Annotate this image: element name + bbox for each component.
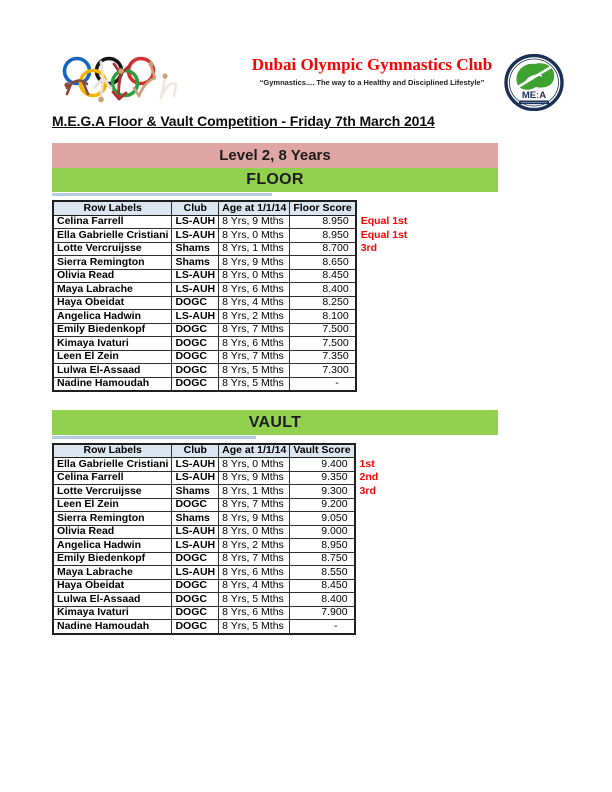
gymnast-name-cell: Emily Biedenkopf — [53, 323, 172, 337]
floor-banner: FLOOR — [52, 168, 498, 192]
table-row — [53, 229, 411, 243]
rank-label — [356, 337, 412, 351]
rank-label: 2nd — [359, 471, 379, 484]
age-cell: 8 Yrs, 2 Mths — [219, 539, 290, 553]
header-row — [53, 201, 411, 215]
age-cell: 8 Yrs, 4 Mths — [219, 579, 290, 593]
score-cell: 9.000 — [290, 525, 355, 539]
score-cell: 8.450 — [290, 269, 356, 283]
gymnast-name-cell: Nadine Hamoudah — [53, 620, 172, 634]
age-cell: 8 Yrs, 7 Mths — [219, 350, 290, 364]
club-tagline: “Gymnastics.... The way to a Healthy and Disciplined Lifestyle” — [259, 78, 485, 87]
age-cell: 8 Yrs, 6 Mths — [219, 283, 290, 297]
rank-label — [355, 606, 383, 620]
mega-club-badge — [504, 54, 564, 111]
age-cell: 8 Yrs, 9 Mths — [219, 471, 290, 485]
decorative-strip — [52, 193, 272, 196]
mega-logo-text: ME:A — [521, 90, 547, 101]
rank-label — [355, 525, 383, 539]
club-cell: LS-AUH — [172, 566, 219, 580]
club-cell: Shams — [172, 242, 219, 256]
col-header-row-labels: Row Labels — [53, 201, 172, 215]
age-cell: 8 Yrs, 1 Mths — [219, 242, 290, 256]
table-row — [53, 269, 411, 283]
club-cell: DOGC — [172, 296, 219, 310]
score-cell: 9.300 — [290, 485, 355, 499]
gymnast-name-cell: Haya Obeidat — [53, 296, 172, 310]
gymnast-name-cell: Nadine Hamoudah — [53, 377, 172, 391]
gymnast-name-cell: Kimaya Ivaturi — [53, 606, 172, 620]
club-cell: DOGC — [172, 377, 219, 391]
score-cell: 8.450 — [290, 579, 355, 593]
club-cell: DOGC — [172, 579, 219, 593]
age-cell: 8 Yrs, 9 Mths — [219, 256, 290, 270]
rank-label — [355, 539, 383, 553]
gymnast-name-cell: Angelica Hadwin — [53, 539, 172, 553]
col-header-age: Age at 1/1/14 — [219, 444, 290, 458]
club-cell: LS-AUH — [172, 310, 219, 324]
age-cell: 8 Yrs, 6 Mths — [219, 337, 290, 351]
table-row — [53, 256, 411, 270]
score-cell: 7.500 — [290, 323, 356, 337]
club-cell: DOGC — [172, 337, 219, 351]
rank-label — [355, 566, 383, 580]
score-cell: 8.950 — [290, 229, 356, 243]
age-cell: 8 Yrs, 5 Mths — [219, 377, 290, 391]
gymnast-name-cell: Haya Obeidat — [53, 579, 172, 593]
club-cell: LS-AUH — [172, 283, 219, 297]
score-cell: 9.200 — [290, 498, 355, 512]
club-cell: DOGC — [172, 498, 219, 512]
rank-label — [356, 296, 412, 310]
age-cell: 8 Yrs, 6 Mths — [219, 566, 290, 580]
gymnast-name-cell: Ella Gabrielle Cristiani — [53, 229, 172, 243]
table-row — [53, 323, 411, 337]
club-cell: Shams — [172, 485, 219, 499]
gymnast-name-cell: Leen El Zein — [53, 350, 172, 364]
gymnast-name-cell: Celina Farrell — [53, 471, 172, 485]
gymnast-name-cell: Kimaya Ivaturi — [53, 337, 172, 351]
page-title: M.E.G.A Floor & Vault Competition - Friday 7th March 2014 — [52, 113, 435, 129]
club-cell: LS-AUH — [172, 458, 219, 472]
club-cell: LS-AUH — [172, 269, 219, 283]
rank-label — [356, 364, 412, 378]
club-cell: LS-AUH — [172, 471, 219, 485]
level-banner: Level 2, 8 Years — [52, 143, 498, 168]
score-cell: 9.400 — [290, 458, 355, 472]
age-cell: 8 Yrs, 0 Mths — [219, 229, 290, 243]
club-cell: DOGC — [172, 552, 219, 566]
gymnast-name-cell: Lotte Vercruijsse — [53, 242, 172, 256]
age-cell: 8 Yrs, 0 Mths — [219, 458, 290, 472]
table-row — [53, 364, 411, 378]
rank-label — [356, 377, 412, 391]
rank-label: 1st — [359, 457, 375, 470]
score-cell: - — [290, 377, 356, 391]
vault-results-table — [52, 443, 383, 635]
table-row — [53, 579, 382, 593]
table-row — [53, 525, 382, 539]
score-cell: 8.400 — [290, 283, 356, 297]
club-cell: Shams — [172, 512, 219, 526]
age-cell: 8 Yrs, 9 Mths — [219, 512, 290, 526]
score-cell: 7.300 — [290, 364, 356, 378]
age-cell: 8 Yrs, 1 Mths — [219, 485, 290, 499]
table-row — [53, 620, 382, 634]
age-cell: 8 Yrs, 7 Mths — [219, 498, 290, 512]
rank-label: Equal 1st — [360, 215, 408, 228]
score-cell: 8.550 — [290, 566, 355, 580]
club-cell: DOGC — [172, 364, 219, 378]
gymnast-name-cell: Olivia Read — [53, 269, 172, 283]
age-cell: 8 Yrs, 7 Mths — [219, 552, 290, 566]
score-cell: 8.650 — [290, 256, 356, 270]
score-cell: 8.250 — [290, 296, 356, 310]
rank-label — [356, 310, 412, 324]
table-row — [53, 215, 411, 229]
age-cell: 8 Yrs, 5 Mths — [219, 364, 290, 378]
table-row — [53, 337, 411, 351]
col-header-floor-score: Floor Score — [290, 201, 356, 215]
gymnast-name-cell: Lulwa El-Assaad — [53, 593, 172, 607]
club-cell: DOGC — [172, 593, 219, 607]
rank-label — [355, 512, 383, 526]
age-cell: 8 Yrs, 7 Mths — [219, 323, 290, 337]
club-cell: LS-AUH — [172, 215, 219, 229]
rank-label: Equal 1st — [360, 228, 408, 241]
age-cell: 8 Yrs, 6 Mths — [219, 606, 290, 620]
table-row — [53, 593, 382, 607]
col-header-row-labels: Row Labels — [53, 444, 172, 458]
olympic-rings-gymnasts-logo — [61, 54, 179, 104]
gymnast-name-cell: Sierra Remington — [53, 256, 172, 270]
club-cell: DOGC — [172, 620, 219, 634]
score-cell: 9.050 — [290, 512, 355, 526]
club-cell: LS-AUH — [172, 539, 219, 553]
gymnast-name-cell: Maya Labrache — [53, 283, 172, 297]
rank-label: 3rd — [360, 242, 378, 255]
age-cell: 8 Yrs, 0 Mths — [219, 525, 290, 539]
gymnast-name-cell: Lulwa El-Assaad — [53, 364, 172, 378]
table-row — [53, 310, 411, 324]
rank-label — [356, 283, 412, 297]
age-cell: 8 Yrs, 5 Mths — [219, 620, 290, 634]
table-row — [53, 296, 411, 310]
score-cell: 7.350 — [290, 350, 356, 364]
col-header-club: Club — [172, 444, 219, 458]
header-row — [53, 444, 382, 458]
gymnast-name-cell: Ella Gabrielle Cristiani — [53, 458, 172, 472]
club-header — [222, 55, 522, 87]
club-cell: DOGC — [172, 606, 219, 620]
club-name: Dubai Olympic Gymnastics Club — [251, 55, 493, 74]
score-cell: 8.400 — [290, 593, 355, 607]
score-cell: 8.950 — [290, 539, 355, 553]
score-cell: 8.700 — [290, 242, 356, 256]
table-row — [53, 566, 382, 580]
rank-label — [356, 350, 412, 364]
table-row — [53, 458, 382, 472]
age-cell: 8 Yrs, 4 Mths — [219, 296, 290, 310]
rank-label — [356, 269, 412, 283]
table-row — [53, 498, 382, 512]
score-cell: 8.950 — [290, 215, 356, 229]
rank-column-spacer — [356, 201, 412, 215]
club-cell: LS-AUH — [172, 229, 219, 243]
club-cell: DOGC — [172, 323, 219, 337]
rank-label: 3rd — [359, 484, 376, 497]
table-row — [53, 377, 411, 391]
decorative-strip — [52, 436, 256, 439]
score-cell: - — [290, 620, 355, 634]
table-row — [53, 242, 411, 256]
table-row — [53, 485, 382, 499]
gymnast-name-cell: Sierra Remington — [53, 512, 172, 526]
rank-label — [355, 593, 383, 607]
gymnast-name-cell: Maya Labrache — [53, 566, 172, 580]
gymnast-name-cell: Leen El Zein — [53, 498, 172, 512]
col-header-club: Club — [172, 201, 219, 215]
table-row — [53, 350, 411, 364]
table-row — [53, 552, 382, 566]
age-cell: 8 Yrs, 9 Mths — [219, 215, 290, 229]
table-row — [53, 512, 382, 526]
col-header-vault-score: Vault Score — [290, 444, 355, 458]
age-cell: 8 Yrs, 5 Mths — [219, 593, 290, 607]
vault-banner: VAULT — [52, 410, 498, 435]
rank-label — [356, 256, 412, 270]
score-cell: 7.500 — [290, 337, 356, 351]
gymnast-name-cell: Olivia Read — [53, 525, 172, 539]
club-cell: LS-AUH — [172, 525, 219, 539]
col-header-age: Age at 1/1/14 — [219, 201, 290, 215]
club-cell: Shams — [172, 256, 219, 270]
table-row — [53, 283, 411, 297]
age-cell: 8 Yrs, 0 Mths — [219, 269, 290, 283]
rank-label — [355, 498, 383, 512]
score-cell: 8.100 — [290, 310, 356, 324]
table-row — [53, 471, 382, 485]
rank-label — [355, 552, 383, 566]
score-cell: 8.750 — [290, 552, 355, 566]
gymnast-name-cell: Celina Farrell — [53, 215, 172, 229]
table-row — [53, 539, 382, 553]
floor-results-table — [52, 200, 412, 392]
gymnast-name-cell: Angelica Hadwin — [53, 310, 172, 324]
age-cell: 8 Yrs, 2 Mths — [219, 310, 290, 324]
gymnast-name-cell: Lotte Vercruijsse — [53, 485, 172, 499]
table-row — [53, 606, 382, 620]
rank-label — [355, 579, 383, 593]
rank-label — [355, 620, 383, 634]
score-cell: 7.900 — [290, 606, 355, 620]
score-cell: 9.350 — [290, 471, 355, 485]
rank-column-spacer — [355, 444, 383, 458]
gymnast-name-cell: Emily Biedenkopf — [53, 552, 172, 566]
club-cell: DOGC — [172, 350, 219, 364]
rank-label — [356, 323, 412, 337]
